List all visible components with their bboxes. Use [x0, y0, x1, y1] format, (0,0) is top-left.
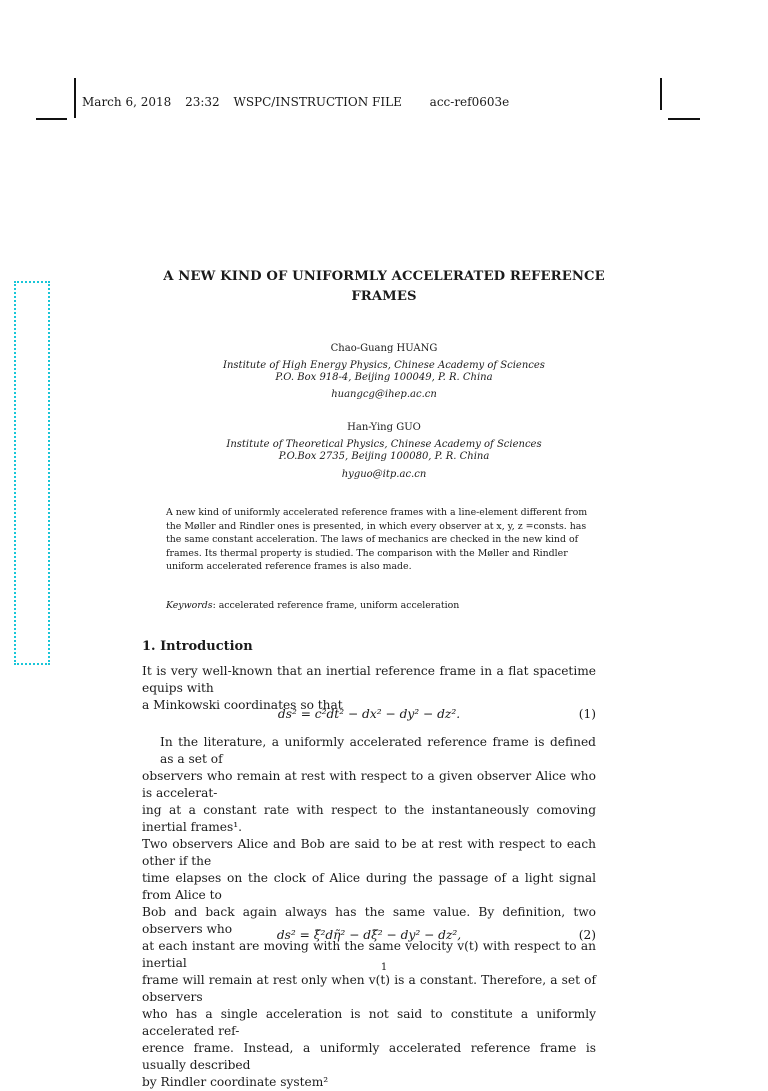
- equation-number: (1): [578, 707, 596, 721]
- text-line: by Rindler coordinate system²: [142, 1075, 329, 1089]
- title-line-1: A NEW KIND OF UNIFORMLY ACCELERATED REFERENCE: [163, 269, 605, 284]
- keywords-label: Keywords: [166, 600, 213, 611]
- keywords-text: : accelerated reference frame, uniform acceleration: [212, 600, 460, 611]
- text-line: It is very well-known that an inertial reference frame in a flat spacetime equips with: [142, 664, 596, 695]
- crop-mark-top-left-vertical: [74, 78, 76, 118]
- header-publisher: WSPC/INSTRUCTION FILE: [233, 95, 402, 109]
- equation-1: [142, 707, 596, 725]
- page-number: 1: [380, 962, 388, 973]
- equation-expression: ds² = ξ̃²dη̃² − dξ̃² − dy² − dz²,: [276, 928, 462, 942]
- text-line: In the literature, a uniformly accelerated reference frame is defined as a set of: [160, 735, 596, 766]
- paper-title: [120, 267, 648, 307]
- abstract-line: A new kind of uniformly accelerated reference frames with a line-element different from: [166, 507, 588, 518]
- abstract-line: uniform accelerated reference frames is also made.: [166, 561, 412, 573]
- crop-mark-top-right-horizontal: [668, 118, 700, 120]
- title-line-2: FRAMES: [351, 289, 417, 304]
- equation-2: [142, 928, 596, 946]
- running-header: [82, 95, 519, 109]
- author-address: P.O.Box 2735, Beijing 100080, P. R. China: [278, 451, 490, 462]
- equation-expression: ds² = c²dt² − dx² − dy² − dz².: [277, 707, 461, 721]
- text-line: a Minkowski coordinates so that: [142, 698, 343, 712]
- text-line: Bob and back again always has the same value. By definition, two observers who: [142, 905, 596, 936]
- section-heading: 1. Introduction: [142, 639, 253, 654]
- author-email: huangcg@ihep.ac.cn: [331, 389, 437, 400]
- crop-mark-top-left-horizontal: [36, 118, 67, 120]
- author-address: P.O. Box 918-4, Beijing 100049, P. R. China: [275, 372, 493, 383]
- header-date: March 6, 2018: [82, 95, 172, 109]
- author-name: Han-Ying GUO: [347, 422, 421, 433]
- author-affiliation: Institute of Theoretical Physics, Chinese Academy of Sciences: [226, 439, 542, 450]
- abstract: [166, 506, 602, 574]
- intro-paragraph-2: [142, 734, 596, 1091]
- text-line: erence frame. Instead, a uniformly accelerated reference frame is usually described: [142, 1041, 596, 1072]
- equation-number: (2): [578, 928, 596, 942]
- text-line: observers who remain at rest with respect to a given observer Alice who is accelerat-: [142, 769, 596, 800]
- text-line: frame will remain at rest only when v(t) is a constant. Therefore, a set of observers: [142, 973, 596, 1004]
- author-email: hyguo@itp.ac.cn: [341, 469, 427, 480]
- abstract-line: the Møller and Rindler ones is presented, in which every observer at x, y, z =consts. has: [166, 520, 587, 532]
- header-file: acc-ref0603e: [429, 95, 510, 109]
- text-line: at each instant are moving with the same velocity v(t) with respect to an inertial: [142, 939, 596, 970]
- abstract-line: frames. Its thermal property is studied. The comparison with the Møller and Rindler: [166, 547, 568, 559]
- author-name: Chao-Guang HUANG: [330, 343, 438, 354]
- text-line: Two observers Alice and Bob are said to be at rest with respect to each other if the: [142, 837, 596, 868]
- author-affiliation: Institute of High Energy Physics, Chinese Academy of Sciences: [223, 360, 545, 371]
- abstract-line: the same constant acceleration. The laws of mechanics are checked in the new kind of: [166, 534, 579, 546]
- text-line: who has a single acceleration is not said to constitute a uniformly accelerated ref-: [142, 1007, 596, 1038]
- crop-mark-top-right-vertical: [660, 78, 662, 110]
- text-line: ing at a constant rate with respect to the instantaneously comoving inertial frames¹.: [142, 803, 596, 834]
- keywords: [166, 600, 602, 611]
- dotted-margin-frame: [14, 281, 50, 665]
- header-time: 23:32: [185, 95, 220, 109]
- text-line: time elapses on the clock of Alice during the passage of a light signal from Alice to: [142, 871, 596, 902]
